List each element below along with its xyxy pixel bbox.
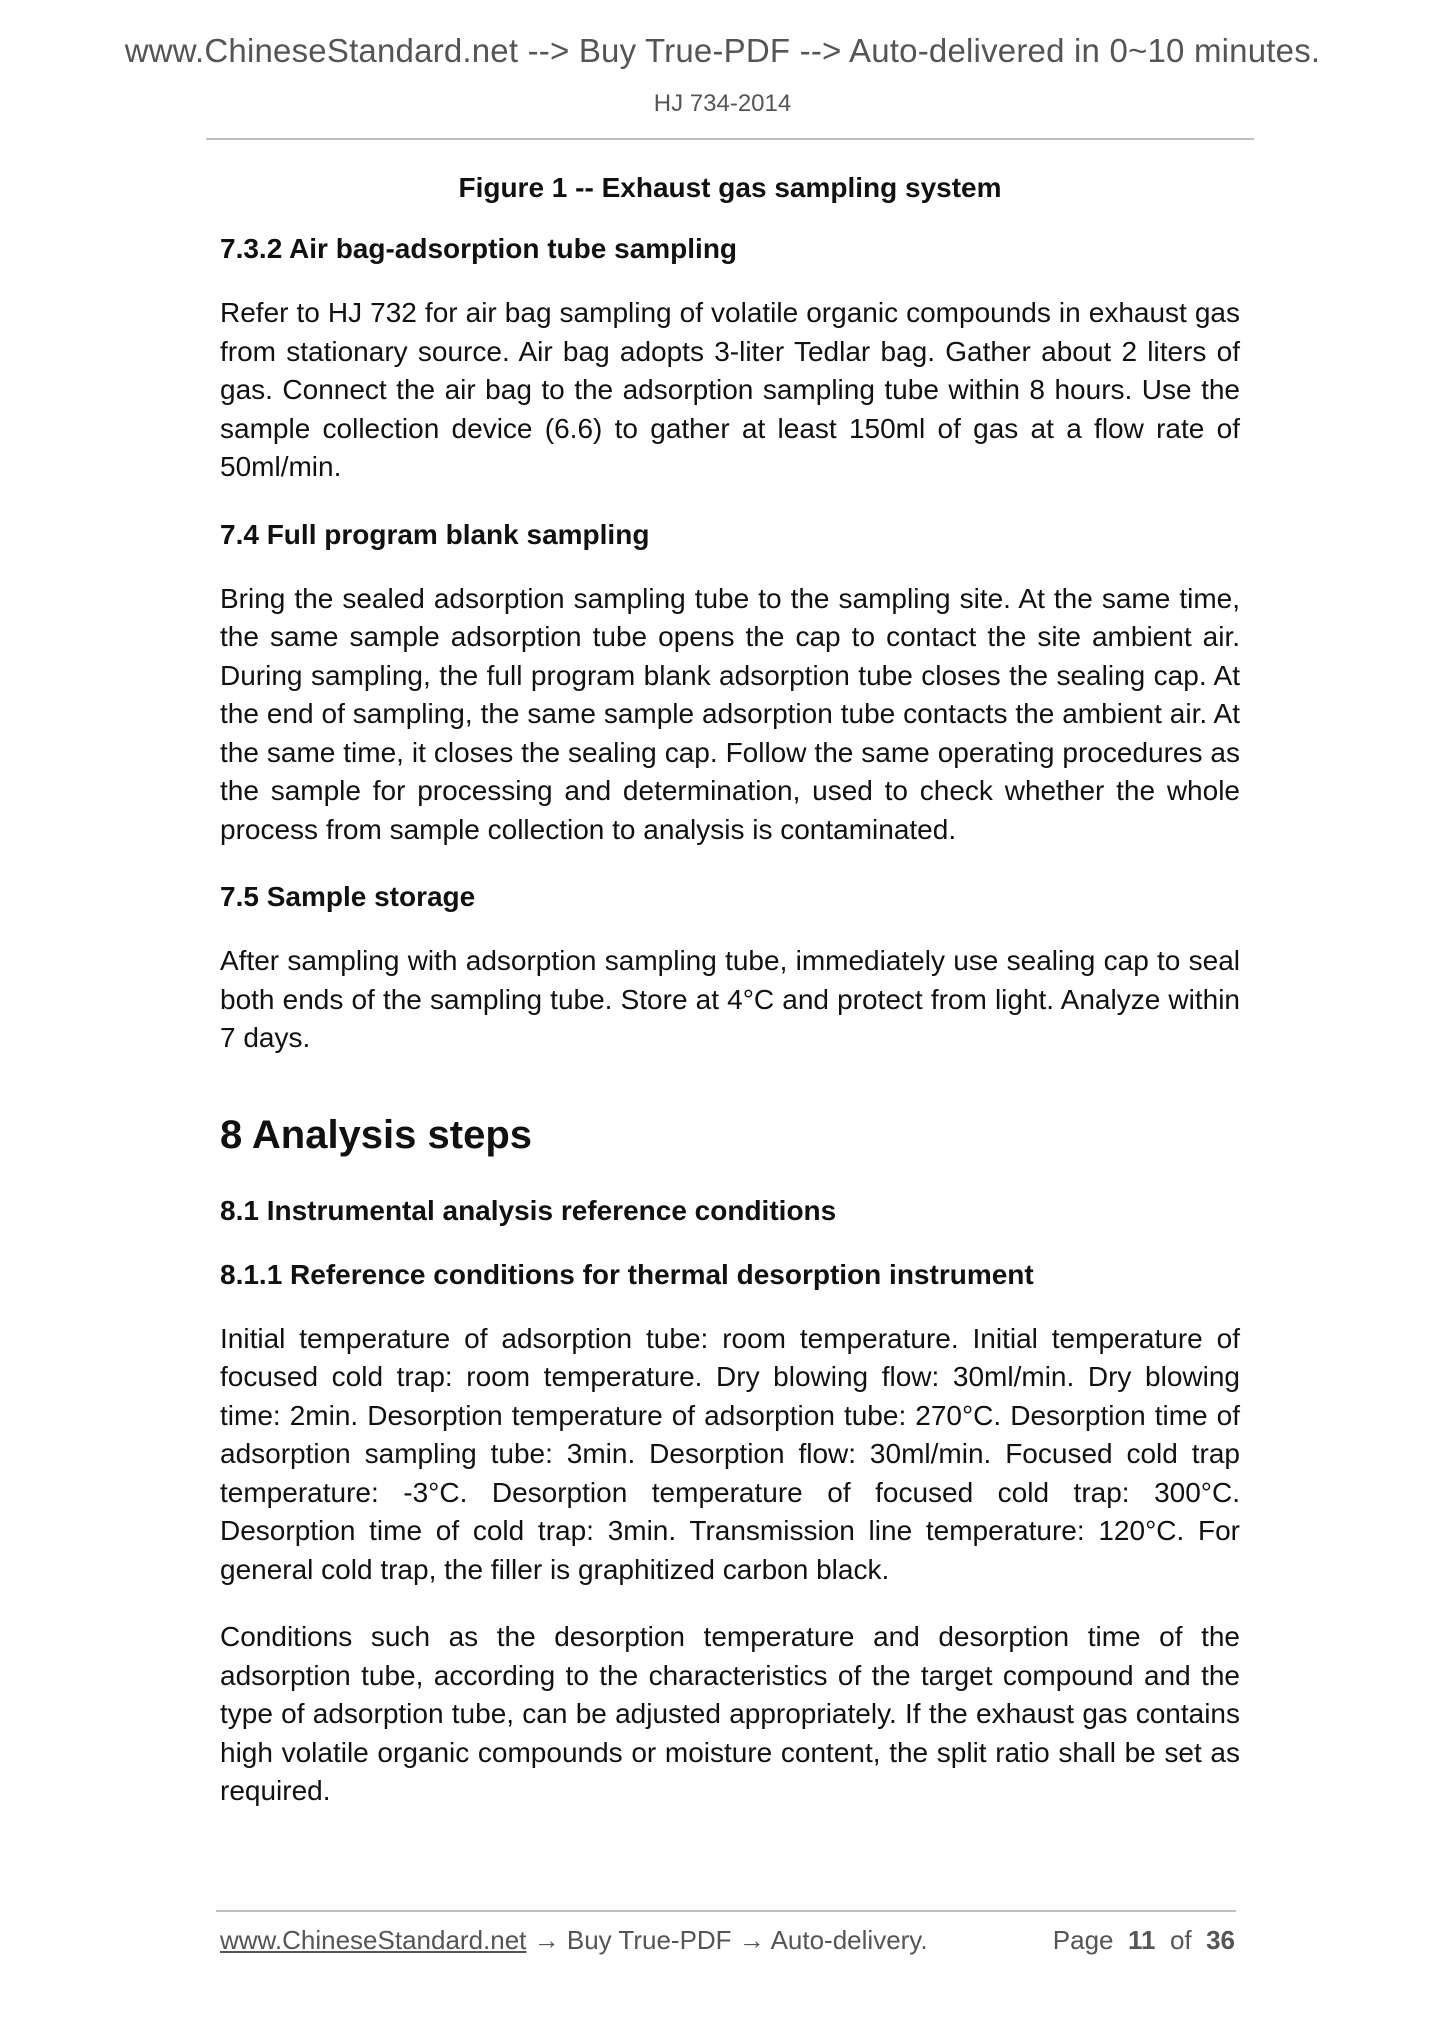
page-of: of — [1169, 1925, 1192, 1955]
section-heading-7-3-2: 7.3.2 Air bag-adsorption tube sampling — [220, 233, 738, 264]
section-paragraph-8-1-1-b: Conditions such as the desorption temperature and desorption time of the adsorption tube, according to the characteristics of the target compound and the type of adsorption tube, can be adjusted appropriately. If the exhaust gas contains high volatile organic compounds or moisture content, the split ratio shall be set as required. — [220, 1621, 1240, 1806]
footer-site-link[interactable]: www.ChineseStandard.net — [220, 1925, 527, 1955]
section-paragraph-7-4: Bring the sealed adsorption sampling tube to the sampling site. At the same time, the same sample adsorption tube opens the cap to contact the site ambient air. During sampling, the full program blank adsorption tube closes the sealing cap. At the end of sampling, the same sample adsorption tube contacts the ambient air. At the same time, it closes the sealing cap. Follow the same operating procedures as the sample for processing and determination, used to check whether the whole process from sample collection to analysis is contaminated. — [220, 582, 1240, 845]
section-paragraph-7-3-2: Refer to HJ 732 for air bag sampling of volatile organic compounds in exhaust gas from stationary source. Air bag adopts 3-liter Tedlar bag. Gather about 2 liters of gas. Connect the air bag to the adsorption sampling tube within 8 hours. Use the sample collection device (6.6) to gather at least 150ml of gas at a flow rate of 50ml/min. — [220, 297, 1240, 482]
header-divider — [206, 138, 1254, 140]
section-paragraph-7-5: After sampling with adsorption sampling tube, immediately use sealing cap to seal both ends of the sampling tube. Store at 4°C and protect from light. Analyze within 7 days. — [220, 945, 1240, 1053]
section-heading-8-1-1: 8.1.1 Reference conditions for thermal desorption instrument — [220, 1258, 1034, 1290]
chapter-heading-8: 8 Analysis steps — [220, 1112, 533, 1157]
figure-caption: Figure 1 -- Exhaust gas sampling system — [458, 172, 1002, 203]
footer-promo-text: → Buy True-PDF → Auto-delivery. — [526, 1925, 928, 1955]
footer-promo — [220, 1925, 928, 1956]
page-number — [1053, 1925, 1235, 1956]
header-banner: www.ChineseStandard.net --> Buy True-PDF --> Auto-delivered in 0~10 minutes. — [124, 32, 1321, 69]
page-content — [220, 170, 1240, 1840]
footer-divider — [216, 1910, 1236, 1912]
document-id: HJ 734-2014 — [653, 90, 792, 117]
section-heading-7-5: 7.5 Sample storage — [220, 881, 476, 912]
section-heading-7-4: 7.4 Full program blank sampling — [220, 518, 650, 550]
page-footer — [220, 1925, 1235, 1965]
page-current: 11 — [1127, 1925, 1156, 1955]
section-heading-8-1: 8.1 Instrumental analysis reference conditions — [220, 1194, 837, 1226]
page-total: 36 — [1206, 1925, 1235, 1955]
page-label: Page — [1052, 1925, 1114, 1955]
section-paragraph-8-1-1-a: Initial temperature of adsorption tube: room temperature. Initial temperature of focused cold trap: room temperature. Dry blowing flow: 30ml/min. Dry blowing time: 2min. Desorption temperature of adsorption tube: 270°C. Desorption time of adsorption sampling tube: 3min. Desorption flow: 30ml/min. Focused cold trap temperature: -3°C. Desorption temperature of focused cold trap: 300°C. Desorption time of cold trap: 3min. Transmission line temperature: 120°C. For general cold trap, the filler is graphitized carbon black. — [220, 1322, 1240, 1585]
